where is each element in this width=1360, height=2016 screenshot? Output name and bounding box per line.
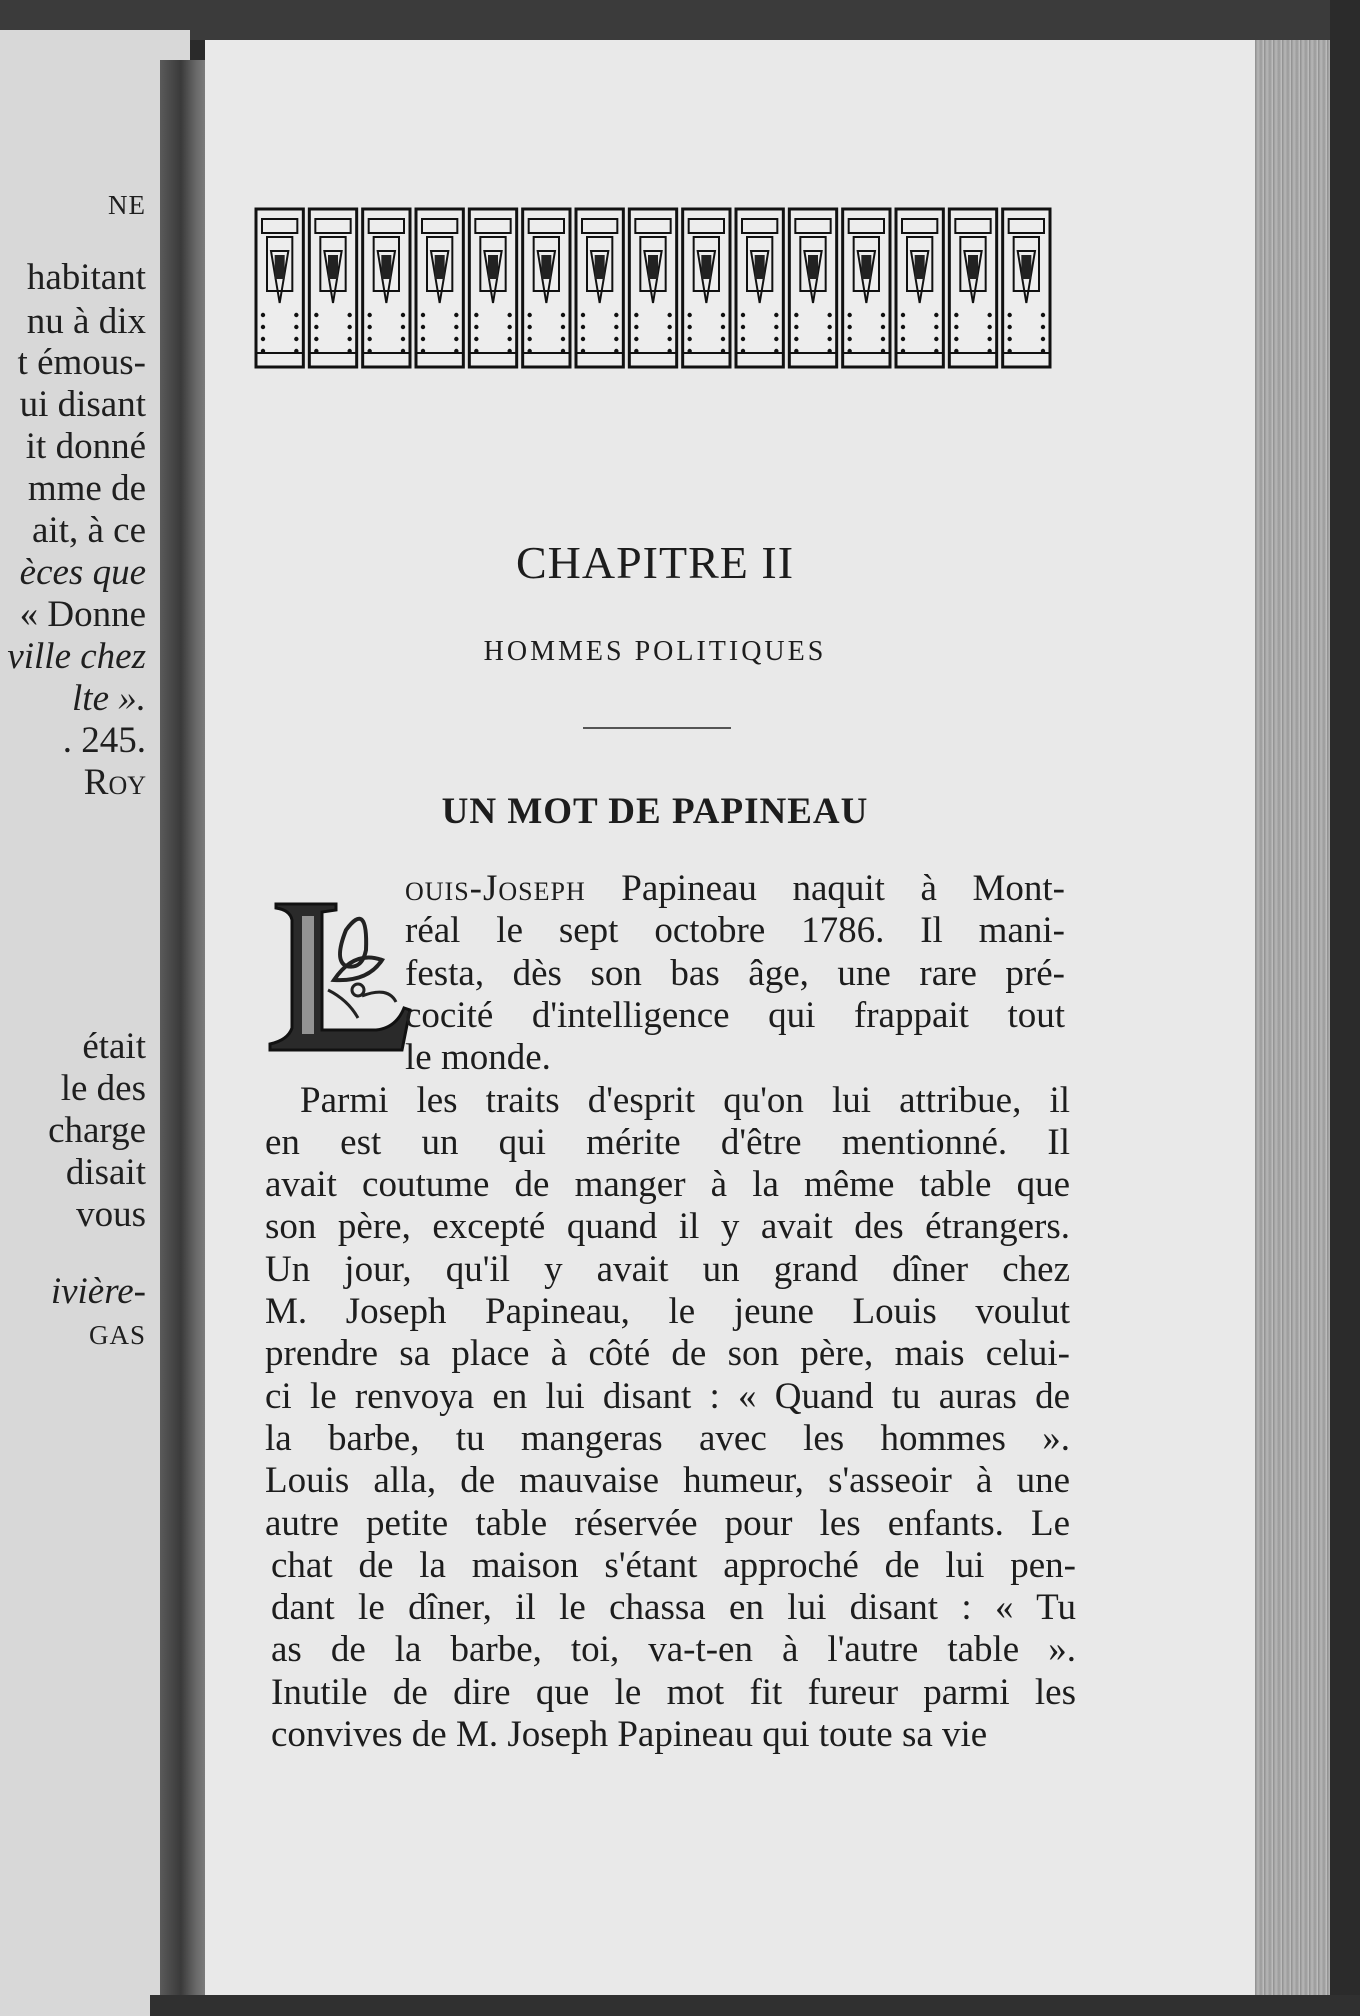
text-line: as de la barbe, toi, va-t-en à l'autre table ». <box>271 1629 1076 1671</box>
text-line: autre petite table réservée pour les enfants. Le <box>265 1502 1070 1544</box>
left-fragment: ui disant <box>19 384 146 425</box>
ornament-panel <box>309 209 356 367</box>
left-fragment: Roy <box>83 762 146 803</box>
ornament-panel <box>576 209 623 367</box>
left-fragment: ait, à ce <box>32 510 146 551</box>
left-fragment: nu à dix <box>26 301 146 342</box>
left-fragment: GAS <box>88 1320 146 1350</box>
text-line: convives de M. Joseph Papineau qui toute sa vie <box>271 1714 988 1755</box>
left-fragment: ville chez <box>7 636 146 677</box>
section-divider <box>583 727 731 729</box>
ornament-panel <box>629 209 676 367</box>
text-line: ci le renvoya en lui disant : « Quand tu auras de <box>265 1375 1070 1417</box>
left-fragment: charge <box>48 1110 146 1151</box>
left-fragment: lte ». <box>72 678 146 719</box>
left-fragment: mme de <box>27 468 146 509</box>
left-fragment: èces que <box>19 552 146 593</box>
ornamental-dropcap-l <box>258 890 418 1070</box>
text-line: chat de la maison s'étant approché de lui pen- <box>271 1544 1076 1586</box>
text-line: Louis alla, de mauvaise humeur, s'asseoir à une <box>265 1460 1070 1502</box>
section-title: UN MOT DE PAPINEAU <box>441 791 869 832</box>
ornament-panel <box>416 209 463 367</box>
left-fragment: t émous- <box>17 342 146 383</box>
left-fragment: it donné <box>25 426 146 467</box>
background-right <box>1330 0 1360 2016</box>
ornament-panel <box>1003 209 1050 367</box>
left-fragment: « Donne <box>19 594 146 635</box>
text-line: réal le sept octobre 1786. Il mani- <box>405 910 1065 952</box>
background-bottom <box>150 1995 1360 2016</box>
text-line: la barbe, tu mangeras avec les hommes ». <box>265 1417 1070 1459</box>
chapter-title: CHAPITRE II <box>515 537 795 588</box>
text-line: Inutile de dire que le mot fit fureur parmi les <box>271 1671 1076 1713</box>
left-fragment: le des <box>60 1068 146 1109</box>
ornament-panel <box>523 209 570 367</box>
ornament-panel <box>363 209 410 367</box>
text-line: Parmi les traits d'esprit qu'on lui attribue, il <box>300 1079 1070 1121</box>
text-line: son père, excepté quand il y avait des étrangers. <box>265 1206 1070 1248</box>
text-line: ouis-Joseph Papineau naquit à Mont- <box>405 868 1065 909</box>
ornament-panel <box>896 209 943 367</box>
decorative-header-ornament <box>253 203 1053 373</box>
left-fragment: habitant <box>26 257 146 298</box>
ornament-panel <box>949 209 996 367</box>
text-line: en est un qui mérite d'être mentionné. Il <box>265 1121 1070 1163</box>
ornament-panel <box>789 209 836 367</box>
left-fragment: . 245. <box>62 720 146 761</box>
chapter-subtitle: HOMMES POLITIQUES <box>483 636 827 667</box>
ornament-panel <box>469 209 516 367</box>
text-line: festa, dès son bas âge, une rare pré- <box>405 952 1065 994</box>
text-line: M. Joseph Papineau, le jeune Louis voulut <box>265 1291 1070 1332</box>
left-fragment: vous <box>76 1194 146 1235</box>
text-line: le monde. <box>405 1037 551 1079</box>
left-fragment: était <box>82 1026 146 1067</box>
ornament-panel <box>843 209 890 367</box>
background-top <box>0 0 1360 40</box>
first-word-smallcaps: ouis-Joseph <box>405 868 586 909</box>
left-fragment: ivière- <box>50 1271 146 1312</box>
text-line: cocité d'intelligence qui frappait tout <box>405 994 1065 1036</box>
text-line: avait coutume de manger à la même table que <box>265 1164 1070 1206</box>
left-fragment: disait <box>65 1152 146 1193</box>
ornament-panel <box>736 209 783 367</box>
text-line: dant le dîner, il le chassa en lui disant : « Tu <box>271 1587 1076 1629</box>
text-line: Un jour, qu'il y avait un grand dîner chez <box>265 1248 1070 1290</box>
ornament-panel <box>256 209 303 367</box>
ornament-panel <box>683 209 730 367</box>
text-line: prendre sa place à côté de son père, mais celui- <box>265 1333 1070 1375</box>
left-fragment: NE <box>108 190 146 220</box>
